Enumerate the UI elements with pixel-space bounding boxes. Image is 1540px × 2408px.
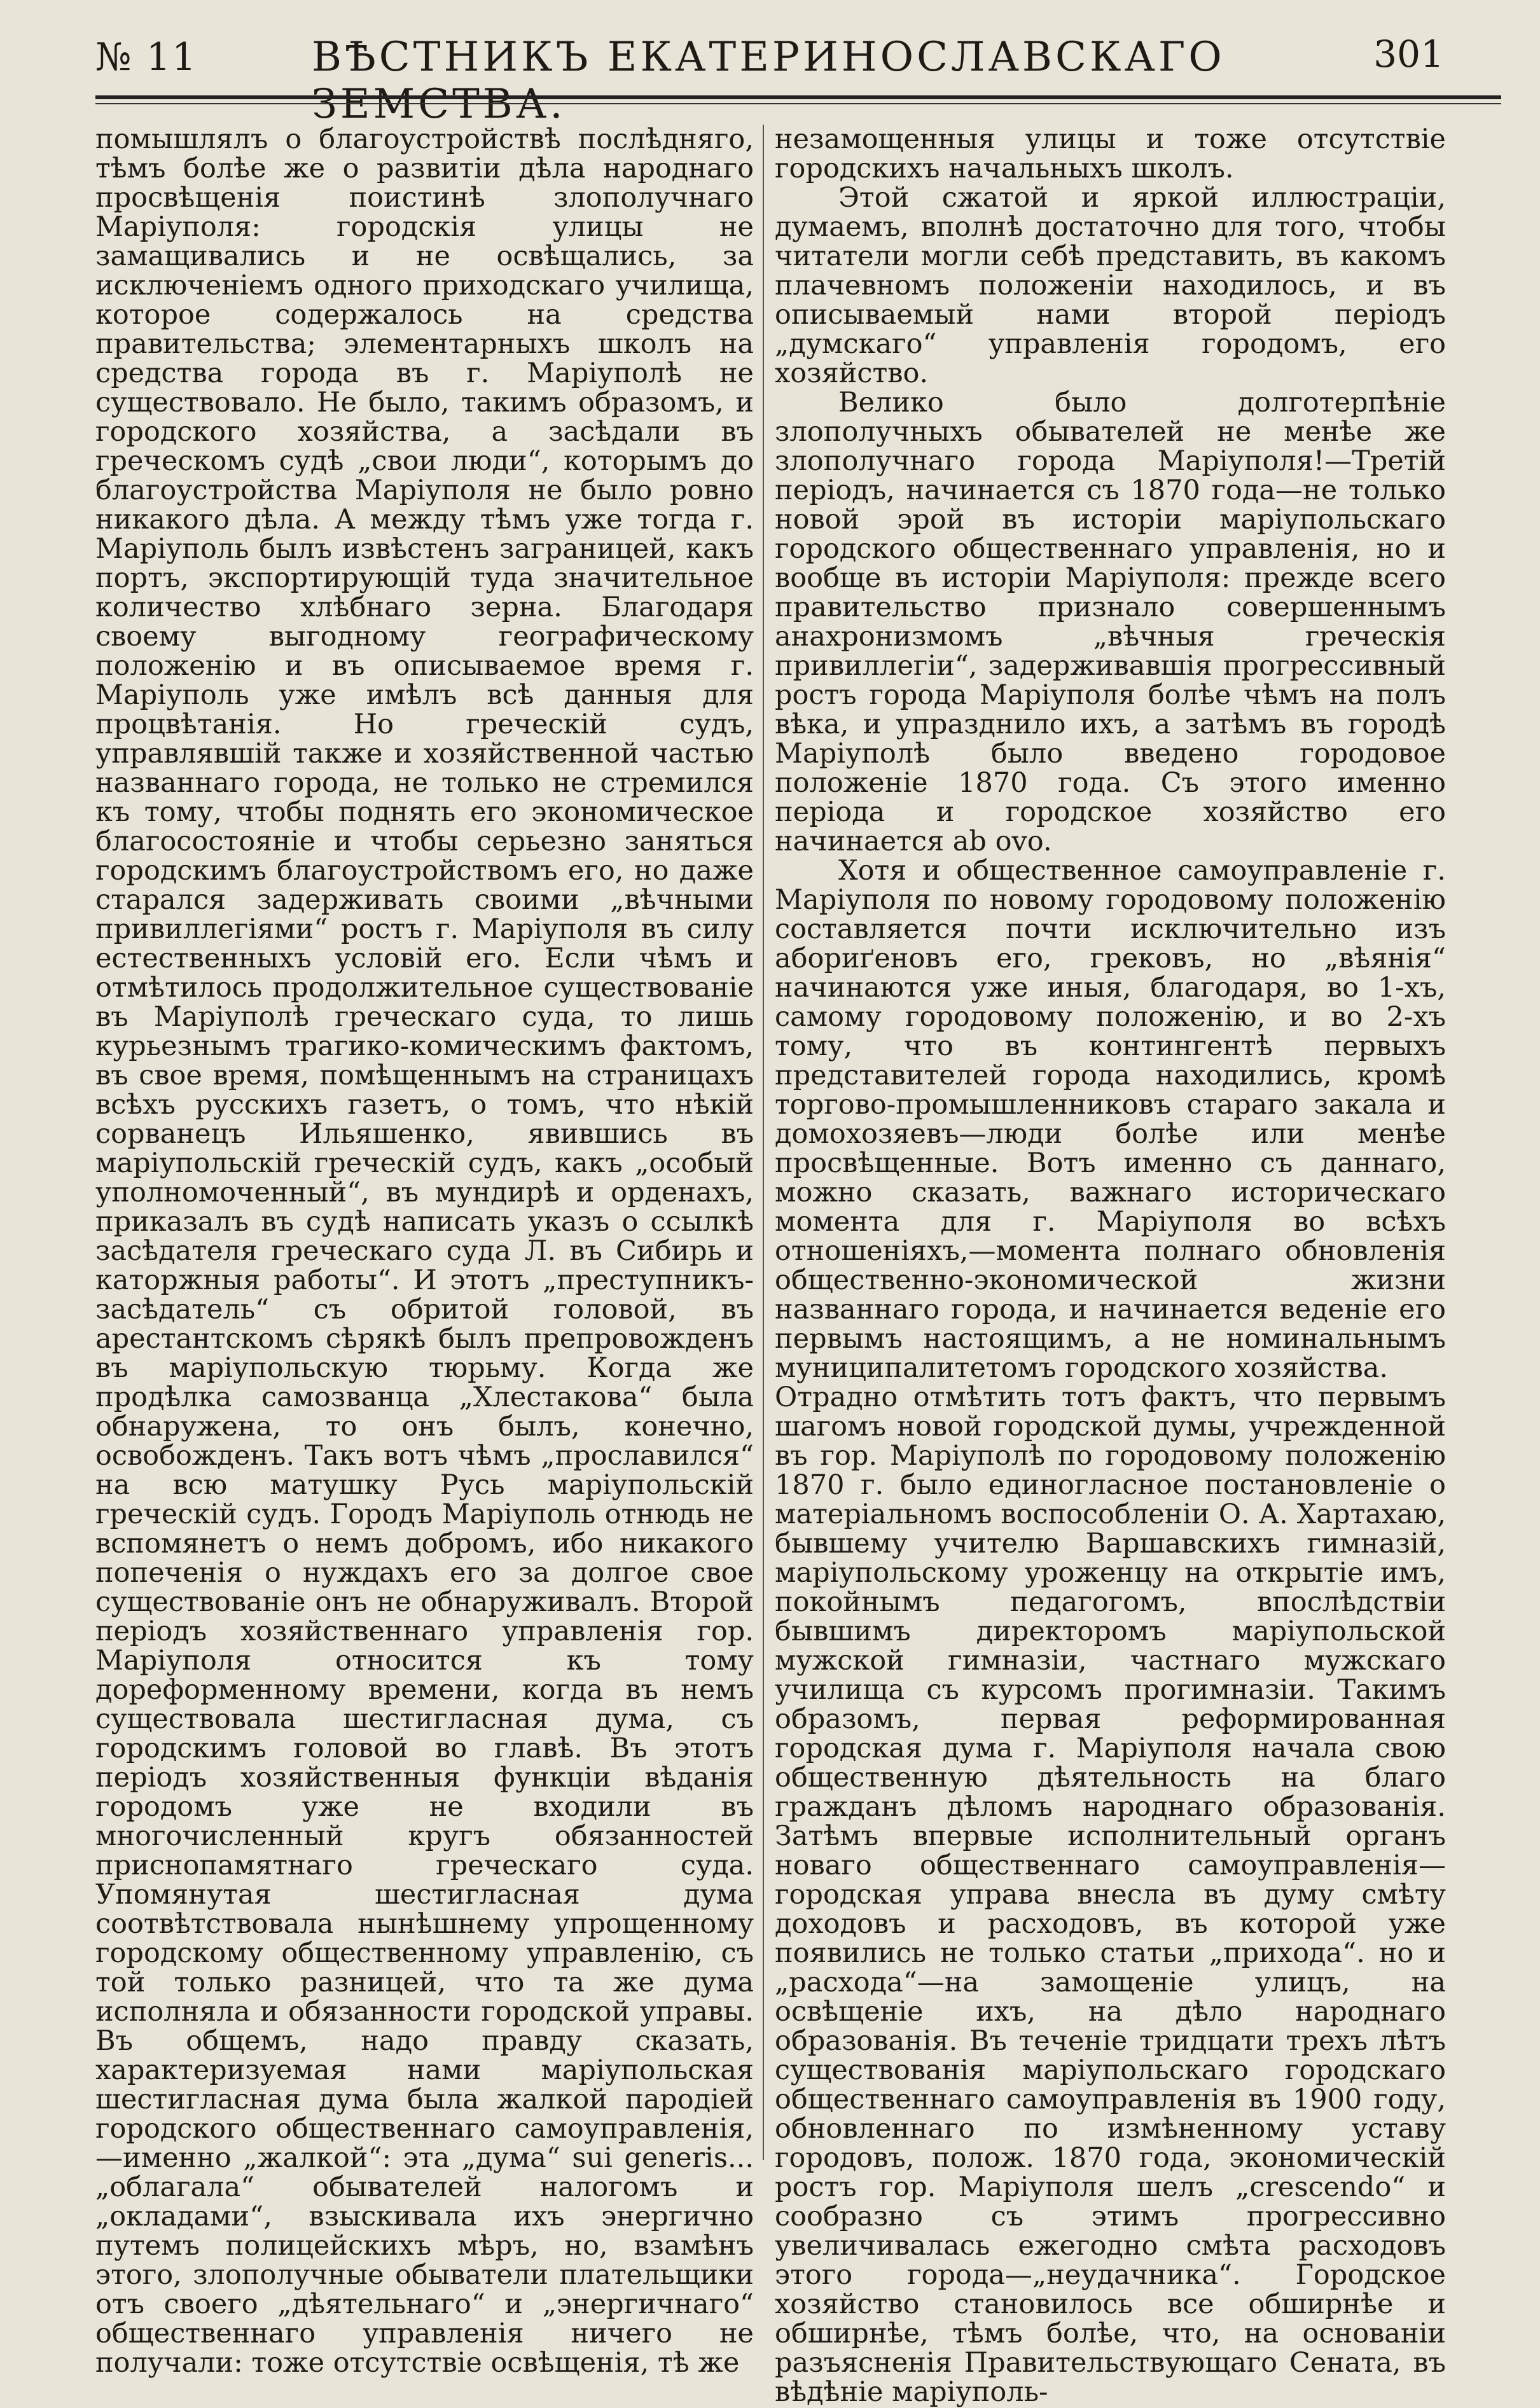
right-paragraph: Хотя и общественное самоуправленіе г. Маріуполя по новому городовому положенію составляется почти исключительно изъ абориґеновъ его, грековъ, но „вѣянія“ начинаются уже иныя, благодаря, во 1-хъ, самому городовому положенію, и во 2-хъ тому, что въ контингентѣ первыхъ представителей города находились, кромѣ торгово-промышленниковъ стараго закала и домохозяевъ—люди болѣе или менѣе просвѣщенные. Вотъ именно съ даннаго, можно сказать, важнаго историческаго момента для г. Маріуполя во всѣхъ отношеніяхъ,—момента полнаго обновленія общественно-экономической жизни названнаго города, и начинается веденіе его первымъ настоящимъ, а не номинальнымъ муниципалитетомъ городского хозяйства. [775,855,1446,1384]
column-divider [763,125,764,2160]
page-number: 301 [1373,32,1444,76]
journal-title: ВѢСТНИКЪ ЕКАТЕРИНОСЛАВСКАГО ЗЕМСТВА. [312,34,1225,128]
issue-number: № 11 [95,35,198,80]
left-paragraph: помышлялъ о благоустройствѣ послѣдняго, тѣмъ болѣе же о развитіи дѣла народнаго просвѣщенія поистинѣ злополучнаго Маріуполя: городскія улицы не замащивались и не освѣщались, за исключеніемъ одного приходскаго училища, которое содержалось на средства правительства; элементарныхъ школъ на средства города въ г. Маріуполѣ не существовало. Не было, такимъ образомъ, и городского хозяйства, а засѣдали въ греческомъ судѣ „свои люди“, которымъ до благоустройства Маріуполя не было ровно никакого дѣла. А между тѣмъ уже тогда г. Маріуполь былъ извѣстенъ заграницей, какъ портъ, экспортирующій туда значительное количество хлѣбнаго зерна. Благодаря своему выгодному географическому положенію и въ описываемое время г. Маріуполь уже имѣлъ всѣ данныя для процвѣтанія. Но греческій судъ, управлявшій также и хозяйственной частью названнаго города, не только не стремился къ тому, чтобы поднять его экономическое благосостояніе и чтобы серьезно заняться городскимъ благоустройствомъ его, но даже старался задерживать своими „вѣчными привиллегіями“ ростъ г. Маріуполя въ силу естественныхъ условій его. Если чѣмъ и отмѣтилось продолжительное существованіе въ Маріуполѣ греческаго суда, то лишь курьезнымъ трагико-комическимъ фактомъ, въ свое время, помѣщеннымъ на страницахъ всѣхъ русскихъ газетъ, о томъ, что нѣкій сорванецъ Ильяшенко, явившись въ маріупольскій греческій судъ, какъ „особый уполномоченный“, въ мундирѣ и орденахъ, приказалъ въ судѣ написать указъ о ссылкѣ засѣдателя греческаго суда Л. въ Сибирь и каторжныя работы“. И этотъ „преступникъ-засѣдатель“ съ обритой головой, въ арестантскомъ сѣрякѣ былъ препровожденъ въ маріупольскую тюрьму. Когда же продѣлка самозванца „Хлестакова“ была обнаружена, то онъ былъ, конечно, освобожденъ. Такъ вотъ чѣмъ „прославился“ на всю матушку Русь маріупольскій греческій судъ. Городъ Маріуполь отнюдь не вспомянетъ о немъ добромъ, ибо никакого попеченія о нуждахъ его за долгое свое существованіе онъ не обнаруживалъ. Второй періодъ хозяйственнаго управленія гор. Маріуполя относится къ тому дореформенному времени, когда въ немъ существовала шестигласная дума, съ городскимъ головой во главѣ. Въ этотъ періодъ хозяйственныя функціи вѣданія городомъ уже не входили въ многочисленный кругъ обязанностей приснопамятнаго греческаго суда. Упомянутая шестигласная дума соотвѣтствовала нынѣшнему упрощенному городскому общественному управленію, съ той только разницей, что та же дума исполняла и обязанности городской управы. Въ общемъ, надо правду сказать, характеризуемая нами маріупольская шестигласная дума была жалкой пародіей городского общественнаго самоуправленія,—именно „жалкой“: эта „дума“ sui generis... „облагала“ обывателей налогомъ и „окладами“, взыскивала ихъ энергично путемъ полицейскихъ мѣръ, но, взамѣнъ этого, злополучные обыватели плательщики отъ своего „дѣятельнаго“ и „энергичнаго“ общественнаго управленія ничего не получали: тоже отсутствіе освѣщенія, тѣ же [95,123,754,2379]
header-rule-thin [95,103,1501,104]
right-paragraph: Этой сжатой и яркой иллюстраціи, думаемъ, вполнѣ достаточно для того, чтобы читатели могли себѣ представить, въ какомъ плачевномъ положеніи находилось, и въ описываемый нами второй періодъ „думскаго“ управленія городомъ, его хозяйство. [775,182,1446,389]
left-column [95,123,754,2379]
right-paragraph: Отрадно отмѣтить тотъ фактъ, что первымъ шагомъ новой городской думы, учрежденной въ гор. Маріуполѣ по городовому положенію 1870 г. было единогласное постановленіе о матеріальномъ воспособленіи О. А. Хартахаю, бывшему учителю Варшавскихъ гимназій, маріупольскому уроженцу на открытіе имъ, покойнымъ педагогомъ, впослѣдствіи бывшимъ директоромъ маріупольской мужской гимназіи, частнаго мужскаго училища съ курсомъ прогимназіи. Такимъ образомъ, первая реформированная городская дума г. Маріуполя начала свою общественную дѣятельность на благо гражданъ дѣломъ народнаго образованія. Затѣмъ впервые исполнительный органъ новаго общественнаго самоуправленія—городская управа внесла въ думу смѣту доходовъ и расходовъ, въ которой уже появились не только статьи „прихода“. но и „расхода“—на замощеніе улицъ, на освѣщеніе ихъ, на дѣло народнаго образованія. Въ теченіе тридцати трехъ лѣтъ существованія маріупольскаго городскаго общественнаго самоуправленія въ 1900 году, обновленнаго по измѣненному уставу городовъ, полож. 1870 года, экономическій ростъ гор. Маріуполя шелъ „crescendo“ и сообразно съ этимъ прогрессивно увеличивалась ежегодно смѣта расходовъ этого города—„неудачника“. Городское хозяйство становилось все обширнѣе и обширнѣе, тѣмъ болѣе, что, на основаніи разъясненія Правительствующаго Сената, въ вѣдѣніе маріуполь- [775,1381,1446,2408]
page-header [95,29,1444,128]
header-rule [95,95,1501,99]
right-column [775,123,1446,2408]
right-paragraph: Велико было долготерпѣніе злополучныхъ обывателей не менѣе же злополучнаго города Маріуполя!—Третій періодъ, начинается съ 1870 года—не только новой эрой въ исторіи маріупольскаго городского общественнаго управленія, но и вообще въ исторіи Маріуполя: прежде всего правительство признало совершеннымъ анахронизмомъ „вѣчныя греческія привиллегіи“, задерживавшія прогрессивный ростъ города Маріуполя болѣе чѣмъ на полъ вѣка, и упразднило ихъ, а затѣмъ въ городѣ Маріуполѣ было введено городовое положеніе 1870 года. Съ этого именно періода и городское хозяйство его начинается ab ovo. [775,387,1446,857]
right-paragraph: незамощенныя улицы и тоже отсутствіе городскихъ начальныхъ школъ. [775,123,1446,184]
